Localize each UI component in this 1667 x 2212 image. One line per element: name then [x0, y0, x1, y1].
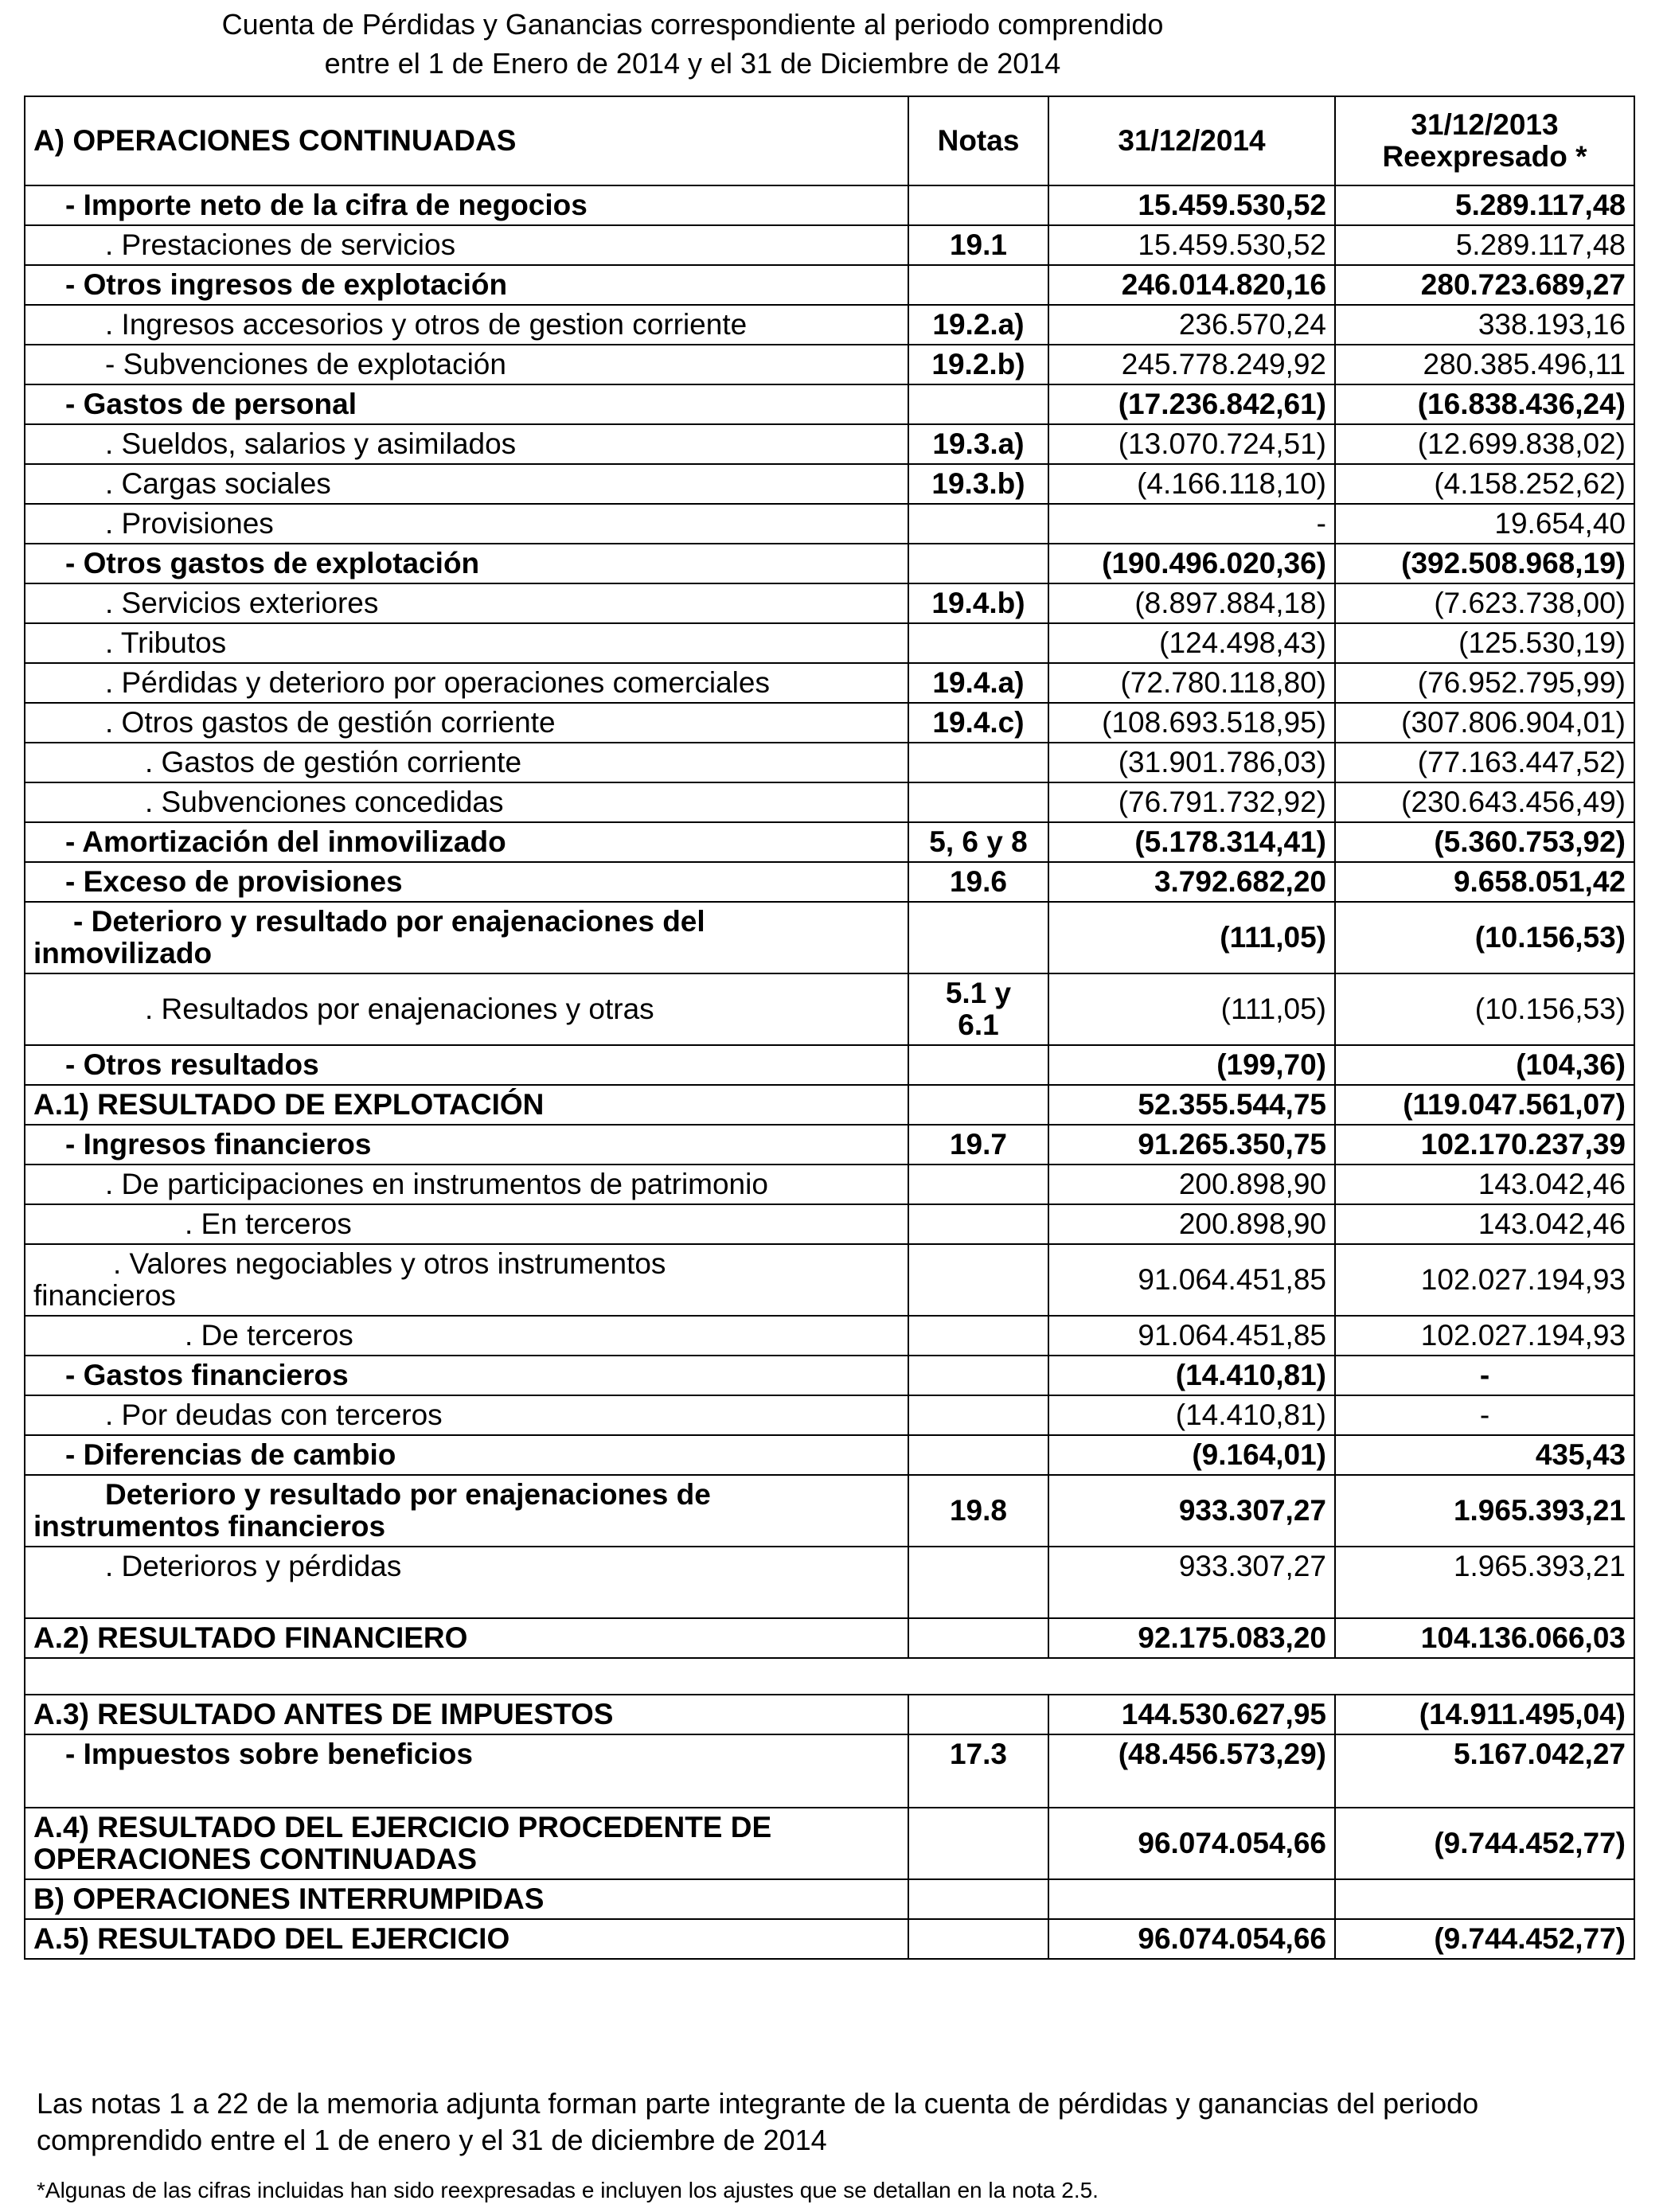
row-label-line-1: A.4) RESULTADO DEL EJERCICIO PROCEDENTE DE: [33, 1811, 772, 1843]
table-row: [25, 504, 1634, 544]
row-nota: 19.3.b): [908, 464, 1048, 504]
row-value-2014: (8.897.884,18): [1048, 583, 1335, 623]
title-line-2: entre el 1 de Enero de 2014 y el 31 de Diciembre de 2014: [324, 47, 1061, 80]
table-row: [25, 424, 1634, 464]
row-value-2014: 144.530.627,95: [1048, 1695, 1335, 1734]
row-label: . Otros gastos de gestión corriente: [25, 703, 908, 743]
row-value-2013: (12.699.838,02): [1335, 424, 1634, 464]
header-section: A) OPERACIONES CONTINUADAS: [25, 96, 908, 185]
header-2013-restated: Reexpresado *: [1382, 140, 1587, 173]
table-row: [25, 1356, 1634, 1395]
row-nota: [908, 1045, 1048, 1085]
table-row: [25, 225, 1634, 265]
table-row: [25, 464, 1634, 504]
row-value-2014: 96.074.054,66: [1048, 1808, 1335, 1879]
row-nota-line-1: 5.1 y: [945, 977, 1012, 1009]
row-nota: [908, 1395, 1048, 1435]
row-value-2013: 435,43: [1335, 1435, 1634, 1475]
row-value-2014: (31.901.786,03): [1048, 743, 1335, 782]
row-label: . Prestaciones de servicios: [25, 225, 908, 265]
table-row: [25, 1395, 1634, 1435]
row-nota-line-2: 6.1: [958, 1008, 999, 1041]
spacer-cell: [25, 1658, 1634, 1695]
row-value-2013: 5.289.117,48: [1335, 185, 1634, 225]
row-value-2013: (9.744.452,77): [1335, 1919, 1634, 1959]
row-value-2014: (76.791.732,92): [1048, 782, 1335, 822]
row-value-2013: 5.167.042,27: [1335, 1734, 1634, 1808]
table-row: [25, 1919, 1634, 1959]
table-row: [25, 1165, 1634, 1204]
row-nota: 19.3.a): [908, 424, 1048, 464]
table-row: [25, 1475, 1634, 1547]
row-value-2014: (14.410,81): [1048, 1356, 1335, 1395]
table-row: [25, 345, 1634, 384]
row-value-2014: (9.164,01): [1048, 1435, 1335, 1475]
row-value-2014: 933.307,27: [1048, 1475, 1335, 1547]
row-label: . Sueldos, salarios y asimilados: [25, 424, 908, 464]
row-label: . Ingresos accesorios y otros de gestion corriente: [25, 305, 908, 345]
spacer-row: [25, 1658, 1634, 1695]
row-value-2014: 91.064.451,85: [1048, 1244, 1335, 1316]
row-value-2013: (9.744.452,77): [1335, 1808, 1634, 1879]
row-nota: [908, 1879, 1048, 1919]
row-value-2013: -: [1335, 1356, 1634, 1395]
table-row: [25, 1435, 1634, 1475]
row-value-2013: (14.911.495,04): [1335, 1695, 1634, 1734]
table-row: [25, 902, 1634, 973]
row-label: . Provisiones: [25, 504, 908, 544]
table-row: [25, 1045, 1634, 1085]
table-row: [25, 1244, 1634, 1316]
row-value-2013: (5.360.753,92): [1335, 822, 1634, 862]
row-label: [25, 1808, 908, 1879]
row-label: . Tributos: [25, 623, 908, 663]
row-label: [25, 1475, 908, 1547]
row-value-2013: (392.508.968,19): [1335, 544, 1634, 583]
table-row: [25, 1734, 1634, 1808]
row-nota: 19.2.a): [908, 305, 1048, 345]
row-nota: [908, 1316, 1048, 1356]
row-nota: [908, 1547, 1048, 1618]
row-value-2014: (72.780.118,80): [1048, 663, 1335, 703]
row-label-line-2: inmovilizado: [33, 937, 213, 969]
row-nota: [908, 782, 1048, 822]
row-label: - Otros gastos de explotación: [25, 544, 908, 583]
row-label: A.2) RESULTADO FINANCIERO: [25, 1618, 908, 1658]
row-label: . Cargas sociales: [25, 464, 908, 504]
table-row: [25, 544, 1634, 583]
table-row: [25, 743, 1634, 782]
profit-loss-table: [24, 96, 1635, 1960]
row-nota: [908, 1618, 1048, 1658]
table-row: [25, 1204, 1634, 1244]
row-label: - Amortización del inmovilizado: [25, 822, 908, 862]
table-row: [25, 305, 1634, 345]
header-2013-date: 31/12/2013: [1411, 108, 1559, 141]
row-value-2014: (190.496.020,36): [1048, 544, 1335, 583]
row-value-2013: 5.289.117,48: [1335, 225, 1634, 265]
row-value-2013: 1.965.393,21: [1335, 1547, 1634, 1618]
row-value-2013: 102.027.194,93: [1335, 1244, 1634, 1316]
row-value-2013: -: [1335, 1395, 1634, 1435]
row-label: - Impuestos sobre beneficios: [25, 1734, 908, 1808]
table-row: [25, 265, 1634, 305]
row-nota: [908, 1244, 1048, 1316]
row-value-2014: (108.693.518,95): [1048, 703, 1335, 743]
row-value-2013: (119.047.561,07): [1335, 1085, 1634, 1125]
table-row: [25, 1695, 1634, 1734]
header-2014: 31/12/2014: [1048, 96, 1335, 185]
row-value-2014: 15.459.530,52: [1048, 185, 1335, 225]
row-value-2014: (13.070.724,51): [1048, 424, 1335, 464]
row-nota: 5, 6 y 8: [908, 822, 1048, 862]
row-value-2014: (5.178.314,41): [1048, 822, 1335, 862]
table-row: [25, 583, 1634, 623]
row-label: [25, 902, 908, 973]
row-nota: [908, 902, 1048, 973]
table-row: [25, 1085, 1634, 1125]
table-row: [25, 1125, 1634, 1165]
row-label: . De terceros: [25, 1316, 908, 1356]
table-row: [25, 185, 1634, 225]
row-label: [25, 1244, 908, 1316]
row-nota: [908, 1204, 1048, 1244]
row-value-2013: 1.965.393,21: [1335, 1475, 1634, 1547]
row-value-2013: (10.156,53): [1335, 973, 1634, 1045]
row-value-2013: 102.170.237,39: [1335, 1125, 1634, 1165]
row-nota: [908, 1808, 1048, 1879]
row-label: . Gastos de gestión corriente: [25, 743, 908, 782]
row-value-2014: (111,05): [1048, 973, 1335, 1045]
row-value-2013: (7.623.738,00): [1335, 583, 1634, 623]
row-value-2014: 236.570,24: [1048, 305, 1335, 345]
row-value-2013: (4.158.252,62): [1335, 464, 1634, 504]
row-nota: [908, 1435, 1048, 1475]
row-label: - Gastos de personal: [25, 384, 908, 424]
row-nota: 17.3: [908, 1734, 1048, 1808]
row-value-2014: 3.792.682,20: [1048, 862, 1335, 902]
restatement-note: *Algunas de las cifras incluidas han sido reexpresadas e incluyen los ajustes que se detallan en la nota 2.5.: [37, 2178, 1099, 2202]
row-value-2014: (4.166.118,10): [1048, 464, 1335, 504]
row-nota: [908, 544, 1048, 583]
row-label: - Diferencias de cambio: [25, 1435, 908, 1475]
table-row: [25, 623, 1634, 663]
row-label: A.3) RESULTADO ANTES DE IMPUESTOS: [25, 1695, 908, 1734]
row-value-2013: (76.952.795,99): [1335, 663, 1634, 703]
table-row: [25, 384, 1634, 424]
row-value-2014: 15.459.530,52: [1048, 225, 1335, 265]
row-label-line-1: Deterioro y resultado por enajenaciones de: [105, 1478, 711, 1511]
row-value-2014: 91.265.350,75: [1048, 1125, 1335, 1165]
row-nota: 19.8: [908, 1475, 1048, 1547]
table-row: [25, 782, 1634, 822]
table-row: [25, 1808, 1634, 1879]
row-value-2014: (111,05): [1048, 902, 1335, 973]
table-row: [25, 973, 1634, 1045]
notes-footnote: Las notas 1 a 22 de la memoria adjunta forman parte integrante de la cuenta de pérdidas y ganancias del periodo comprendido entre el 1 de enero y el 31 de diciembre de 2014: [37, 2087, 1479, 2156]
row-value-2014: 200.898,90: [1048, 1165, 1335, 1204]
row-value-2013: 280.385.496,11: [1335, 345, 1634, 384]
row-nota: [908, 1356, 1048, 1395]
row-value-2014: (199,70): [1048, 1045, 1335, 1085]
row-nota: [908, 185, 1048, 225]
row-nota: [908, 743, 1048, 782]
row-label-line-1: - Deterioro y resultado por enajenaciones del: [73, 905, 705, 938]
row-label: - Gastos financieros: [25, 1356, 908, 1395]
row-value-2013: 19.654,40: [1335, 504, 1634, 544]
row-nota: 19.4.b): [908, 583, 1048, 623]
row-nota: [908, 265, 1048, 305]
row-nota: [908, 1919, 1048, 1959]
header-2013: [1335, 96, 1634, 185]
table-row: [25, 1316, 1634, 1356]
row-value-2013: 338.193,16: [1335, 305, 1634, 345]
row-label: A.5) RESULTADO DEL EJERCICIO: [25, 1919, 908, 1959]
document-title: [0, 5, 1385, 83]
row-value-2013: (307.806.904,01): [1335, 703, 1634, 743]
row-value-2013: 104.136.066,03: [1335, 1618, 1634, 1658]
row-nota: [908, 1165, 1048, 1204]
row-nota: [908, 384, 1048, 424]
row-value-2013: 102.027.194,93: [1335, 1316, 1634, 1356]
row-value-2014: 91.064.451,85: [1048, 1316, 1335, 1356]
row-value-2014: [1048, 1879, 1335, 1919]
table-row: [25, 822, 1634, 862]
row-label: - Ingresos financieros: [25, 1125, 908, 1165]
row-value-2014: 933.307,27: [1048, 1547, 1335, 1618]
row-label: . Servicios exteriores: [25, 583, 908, 623]
row-value-2013: (230.643.456,49): [1335, 782, 1634, 822]
table-header-row: [25, 96, 1634, 185]
row-nota: [908, 1695, 1048, 1734]
row-value-2013: (104,36): [1335, 1045, 1634, 1085]
header-notas: Notas: [908, 96, 1048, 185]
row-label: - Otros ingresos de explotación: [25, 265, 908, 305]
row-value-2014: 92.175.083,20: [1048, 1618, 1335, 1658]
row-label: - Exceso de provisiones: [25, 862, 908, 902]
row-nota: 19.7: [908, 1125, 1048, 1165]
row-label: . Subvenciones concedidas: [25, 782, 908, 822]
row-value-2014: 96.074.054,66: [1048, 1919, 1335, 1959]
row-value-2014: (17.236.842,61): [1048, 384, 1335, 424]
row-nota: 19.4.a): [908, 663, 1048, 703]
row-label: - Subvenciones de explotación: [25, 345, 908, 384]
row-value-2013: (16.838.436,24): [1335, 384, 1634, 424]
row-label: . Pérdidas y deterioro por operaciones comerciales: [25, 663, 908, 703]
row-nota: [908, 623, 1048, 663]
row-label: . Por deudas con terceros: [25, 1395, 908, 1435]
row-value-2013: (77.163.447,52): [1335, 743, 1634, 782]
row-label: . Resultados por enajenaciones y otras: [25, 973, 908, 1045]
row-value-2013: (125.530,19): [1335, 623, 1634, 663]
table-row: [25, 1879, 1634, 1919]
row-value-2013: 280.723.689,27: [1335, 265, 1634, 305]
row-label: . En terceros: [25, 1204, 908, 1244]
row-value-2014: (48.456.573,29): [1048, 1734, 1335, 1808]
row-value-2014: (14.410,81): [1048, 1395, 1335, 1435]
title-line-1: Cuenta de Pérdidas y Ganancias correspondiente al periodo comprendido: [221, 8, 1164, 41]
row-value-2014: (124.498,43): [1048, 623, 1335, 663]
row-nota: 19.2.b): [908, 345, 1048, 384]
row-value-2013: 143.042,46: [1335, 1165, 1634, 1204]
row-label: B) OPERACIONES INTERRUMPIDAS: [25, 1879, 908, 1919]
row-label: A.1) RESULTADO DE EXPLOTACIÓN: [25, 1085, 908, 1125]
table-row: [25, 703, 1634, 743]
row-value-2014: 200.898,90: [1048, 1204, 1335, 1244]
row-label-line-2: financieros: [33, 1279, 176, 1312]
row-label: - Importe neto de la cifra de negocios: [25, 185, 908, 225]
row-label-line-1: . Valores negociables y otros instrumentos: [113, 1247, 666, 1280]
row-label-line-2: OPERACIONES CONTINUADAS: [33, 1843, 478, 1875]
row-value-2013: (10.156,53): [1335, 902, 1634, 973]
row-value-2014: -: [1048, 504, 1335, 544]
table-row: [25, 1547, 1634, 1618]
row-value-2013: 143.042,46: [1335, 1204, 1634, 1244]
row-nota: 19.6: [908, 862, 1048, 902]
row-value-2013: [1335, 1879, 1634, 1919]
row-value-2013: 9.658.051,42: [1335, 862, 1634, 902]
row-label-line-2: instrumentos financieros: [33, 1510, 386, 1543]
row-value-2014: 245.778.249,92: [1048, 345, 1335, 384]
row-nota: [908, 973, 1048, 1045]
row-value-2014: 52.355.544,75: [1048, 1085, 1335, 1125]
row-nota: [908, 1085, 1048, 1125]
row-label: - Otros resultados: [25, 1045, 908, 1085]
row-nota: [908, 504, 1048, 544]
row-label: . De participaciones en instrumentos de patrimonio: [25, 1165, 908, 1204]
table-row: [25, 862, 1634, 902]
table-row: [25, 663, 1634, 703]
table-row: [25, 1618, 1634, 1658]
row-value-2014: 246.014.820,16: [1048, 265, 1335, 305]
row-label: . Deterioros y pérdidas: [25, 1547, 908, 1618]
row-nota: 19.1: [908, 225, 1048, 265]
row-nota: 19.4.c): [908, 703, 1048, 743]
